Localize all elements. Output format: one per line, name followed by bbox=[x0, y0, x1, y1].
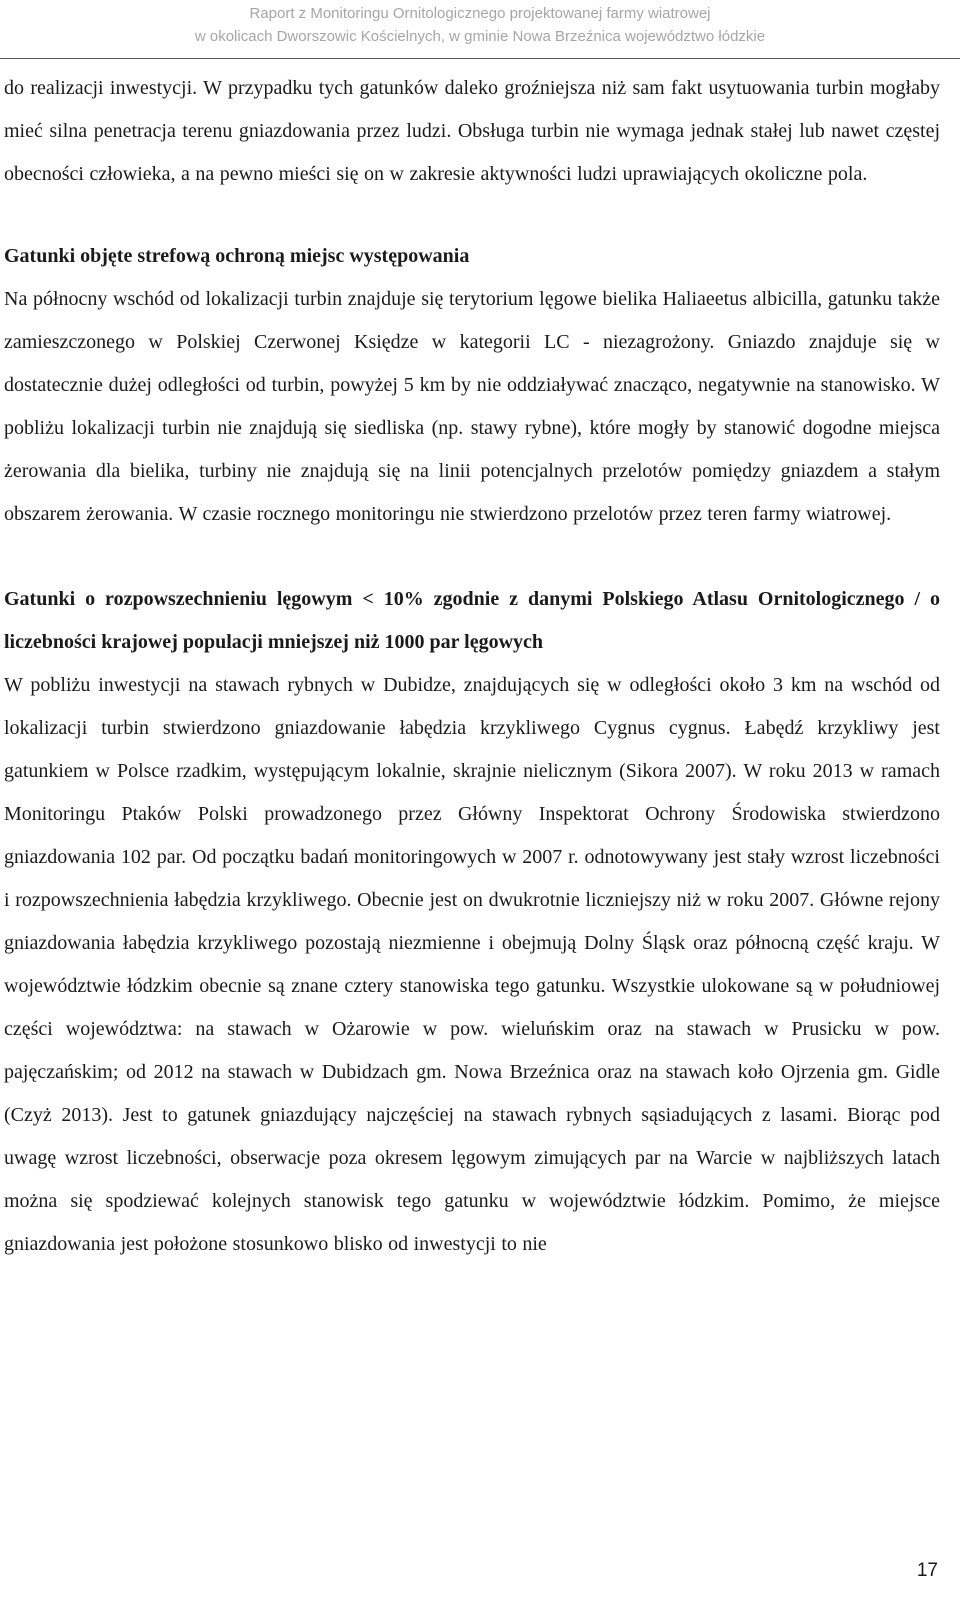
intro-paragraph: do realizacji inwestycji. W przypadku tych gatunków daleko groźniejsza niż sam fakt usytuowania turbin mogłaby mieć silna penetracja terenu gniazdowania przez ludzi. Obsługa turbin nie wymaga jednak stałej lub nawet częstej obecności człowieka, a na pewno mieści się on w zakresie aktywności ludzi uprawiających okoliczne pola. bbox=[4, 77, 940, 185]
page-number: 17 bbox=[916, 1560, 938, 1581]
page-header bbox=[0, 0, 960, 60]
header-divider bbox=[0, 58, 960, 59]
header-title-line1: Raport z Monitoringu Ornitologicznego projektowanej farmy wiatrowej bbox=[249, 5, 711, 22]
section-heading-zone-protection: Gatunki objęte strefową ochroną miejsc występowania bbox=[4, 245, 470, 267]
section-heading-rare-breeding: Gatunki o rozpowszechnieniu lęgowym < 10% zgodnie z danymi Polskiego Atlasu Ornitologicznego / o liczebności krajowej populacji mniejszej niż 1000 par lęgowych bbox=[4, 588, 940, 653]
header-title-line2: w okolicach Dworszowic Kościelnych, w gminie Nowa Brzeźnica województwo łódzkie bbox=[194, 28, 766, 45]
rare-breeding-paragraph: W pobliżu inwestycji na stawach rybnych w Dubidze, znajdujących się w odległości około 3 km na wschód od lokalizacji turbin stwierdzono gniazdowanie łabędzia krzykliwego Cygnus cygnus. Łabędź krzykliwy jest gatunkiem w Polsce rzadkim, występującym lokalnie, skrajnie nielicznym (Sikora 2007). W roku 2013 w ramach Monitoringu Ptaków Polski prowadzonego przez Główny Inspektorat Ochrony Środowiska stwierdzono gniazdowania 102 par. Od początku badań monitoringowych w 2007 r. odnotowywany jest stały wzrost liczebności i rozpowszechnienia łabędzia krzykliwego. Obecnie jest on dwukrotnie liczniejszy niż w roku 2007. Główne rejony gniazdowania łabędzia krzykliwego pozostają niezmienne i obejmują Dolny Śląsk oraz północną część kraju. W województwie łódzkim obecnie są znane cztery stanowiska tego gatunku. Wszystkie ulokowane są w południowej części województwa: na stawach w Ożarowie w pow. wieluńskim oraz na stawach w Prusicku w pow. pajęczańskim; od 2012 na stawach w Dubidzach gm. Nowa Brzeźnica oraz na stawach koło Ojrzenia gm. Gidle (Czyż 2013). Jest to gatunek gniazdujący najczęściej na stawach rybnych sąsiadujących z lasami. Biorąc pod uwagę wzrost liczebności, obserwacje poza okresem lęgowym zimujących par na Warcie w najbliższych latach można się spodziewać kolejnych stanowisk tego gatunku w województwie łódzkim. Pomimo, że miejsce gniazdowania jest położone stosunkowo blisko od inwestycji to nie bbox=[4, 674, 940, 1255]
document-body bbox=[4, 67, 940, 1266]
section-spacer bbox=[4, 536, 940, 578]
section-spacer bbox=[4, 196, 940, 235]
zone-protection-paragraph: Na północny wschód od lokalizacji turbin znajduje się terytorium lęgowe bielika Haliaeetus albicilla, gatunku także zamieszczonego w Polskiej Czerwonej Księdze w kategorii LC - niezagrożony. Gniazdo znajduje się w dostatecznie dużej odległości od turbin, powyżej 5 km by nie oddziaływać znacząco, negatywnie na stanowisko. W pobliżu lokalizacji turbin nie znajdują się siedliska (np. stawy rybne), które mogły by stanowić dogodne miejsca żerowania dla bielika, turbiny nie znajdują się na linii potencjalnych przelotów pomiędzy gniazdem a stałym obszarem żerowania. W czasie rocznego monitoringu nie stwierdzono przelotów przez teren farmy wiatrowej. bbox=[4, 288, 940, 525]
